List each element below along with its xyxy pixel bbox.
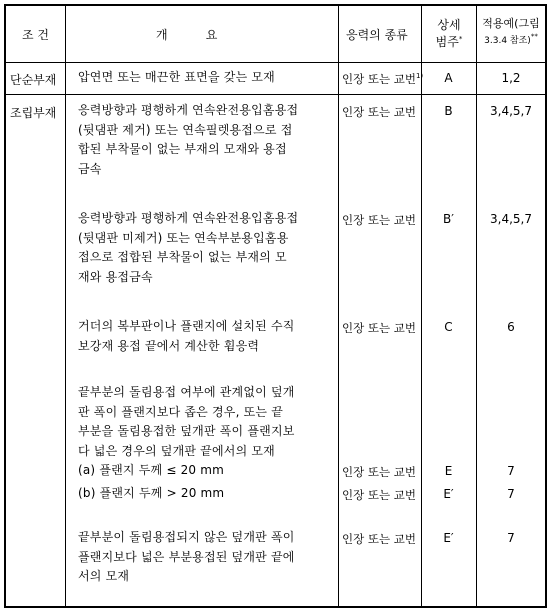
row-category: E [444, 464, 453, 478]
stress-type-sup: 1) [415, 72, 424, 81]
header-detail-category-line2: 범주 [435, 35, 459, 49]
header-condition: 조 건 [22, 28, 49, 42]
row-stress-type: 인장 또는 교번 [342, 488, 416, 502]
header-detail-category [422, 16, 476, 50]
row-condition: 조립부재 [10, 106, 57, 120]
row-stress-type: 인장 또는 교번 [342, 321, 416, 335]
row-stress-type: 인장 또는 교번 [342, 532, 416, 546]
description-line: 거더의 복부판이나 플랜지에 설치된 수직 [78, 319, 295, 333]
row-description [78, 528, 295, 587]
row-description [78, 209, 298, 287]
header-example-line1: 적용예(그림 [482, 17, 540, 30]
row-stress-type [342, 71, 423, 87]
row-category: B [444, 104, 453, 118]
table-top-border [4, 4, 547, 6]
description-line: (b) 플랜지 두께 > 20 mm [78, 486, 225, 500]
header-detail-category-line1: 상세 [437, 18, 461, 32]
row-divider [4, 62, 547, 63]
row-stress-type: 인장 또는 교번 [342, 465, 416, 479]
header-stress-type: 응력의 종류 [346, 28, 408, 42]
row-stress-type: 인장 또는 교번 [342, 105, 416, 119]
description-line: 재와 용접금속 [78, 269, 153, 284]
row-stress-type: 인장 또는 교번 [342, 213, 416, 227]
description-line: 접으로 접합된 부착물이 없는 부재의 모 [78, 250, 287, 264]
row-example: 6 [507, 320, 515, 334]
row-description [78, 484, 224, 504]
header-example-sup: ** [530, 32, 538, 41]
description-line: 판 폭이 플랜지보다 좁은 경우, 또는 끝 [78, 404, 283, 419]
row-example: 3,4,5,7 [490, 104, 532, 118]
stress-type-text: 인장 또는 교번 [342, 72, 416, 86]
row-condition: 단순부재 [10, 73, 57, 87]
header-example-line2: 3.3.4 참조) [484, 36, 531, 46]
description-line: 응력방향과 평행하게 연속완전용입홈용접 [78, 103, 299, 117]
row-example: 7 [507, 531, 515, 545]
description-line: 부분을 돌림용접한 덮개판 폭이 플랜지보 [78, 424, 295, 438]
row-category: E′ [443, 531, 454, 545]
header-overview: 개 요 [156, 28, 218, 42]
row-description [78, 317, 295, 356]
row-category: E′ [443, 487, 454, 501]
description-line: (a) 플랜지 두께 ≤ 20 mm [78, 463, 225, 477]
description-line: (뒷댐판 미제거) 또는 연속부분용입홈용 [78, 230, 289, 245]
row-category: A [444, 71, 453, 85]
row-description [78, 461, 224, 481]
table-bottom-border [4, 606, 547, 608]
row-description [78, 383, 295, 461]
row-category: C [444, 320, 453, 334]
description-line: 플랜지보다 넓은 부분용접된 덮개판 끝에 [78, 549, 295, 564]
description-line: 끝부분이 돌림용접되지 않은 덮개판 폭이 [78, 530, 295, 544]
description-line: 서의 모재 [78, 569, 130, 583]
description-line: 금속 [78, 161, 102, 176]
description-line: 응력방향과 평행하게 연속완전용입홈용접 [78, 211, 299, 225]
row-divider [4, 94, 547, 95]
row-example: 7 [507, 464, 515, 478]
description-line: 다 넓은 경우의 덮개판 끝에서의 모재 [78, 443, 275, 458]
row-example: 3,4,5,7 [490, 212, 532, 226]
description-line: (뒷댐판 제거) 또는 연속필렛용접으로 접 [78, 122, 293, 137]
row-example: 1,2 [501, 71, 521, 85]
description-line: 끝부분의 돌림용접 여부에 관계없이 덮개 [78, 385, 295, 399]
header-example [476, 16, 546, 49]
row-example: 7 [507, 487, 515, 501]
description-line: 합된 부착물이 없는 부재의 모재와 용접 [78, 142, 287, 156]
row-description [78, 101, 298, 179]
row-description [78, 68, 275, 88]
description-line: 보강재 용접 끝에서 계산한 휨응력 [78, 338, 260, 353]
row-category: B′ [443, 212, 454, 226]
description-line: 압연면 또는 매끈한 표면을 갖는 모재 [78, 70, 275, 84]
header-detail-category-sup: * [458, 35, 463, 43]
